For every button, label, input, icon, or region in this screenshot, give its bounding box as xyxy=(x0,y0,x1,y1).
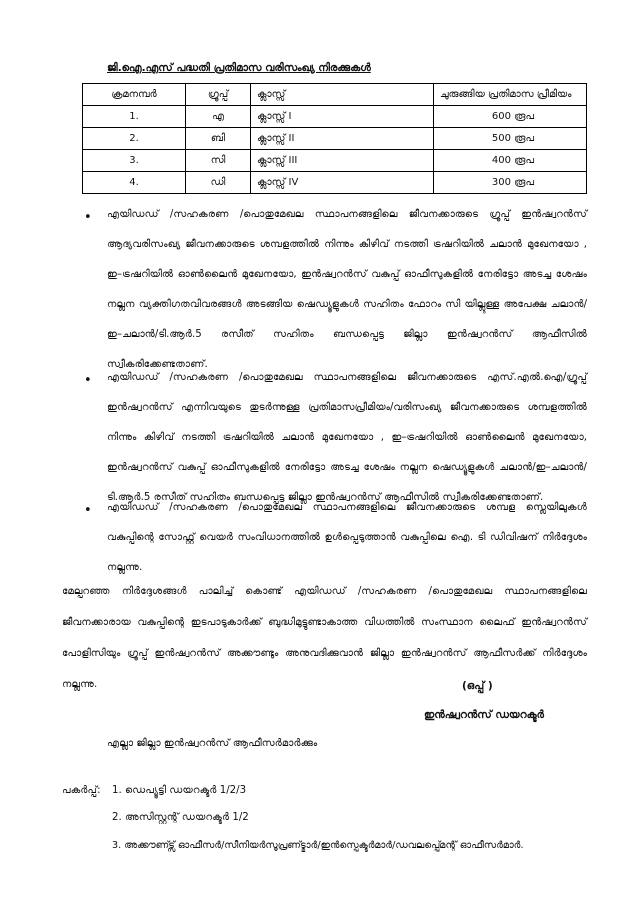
bullet-icon: • xyxy=(84,503,92,518)
signature-sd: (ഒപ്പ് ) xyxy=(462,680,493,692)
bullet-paragraph-2: എയിഡഡ് /സഹകരണ /പൊതുമേഖല സ്ഥാപനങ്ങളിലെ ജീവനക്കാരുടെ എസ്.എൽ.ഐ/ഗ്രൂപ്പ് ഇൻഷ്വറൻസ് എന്നിവയുടെ തുടർന്നുള്ള പ്രതിമാസപ്രീമിയം/വരിസംഖ്യ ജീവനക്കാരുടെ ശമ്പളത്തിൽ നിന്നും കിഴിവ് നടത്തി ട്രഷറിയിൽ ചലാൻ മുഖേനയോ , ഇ–ട്രഷറിയിൽ ഓൺലൈൻ മുഖേനയോ, ഇൻഷ്വറൻസ് വകുപ്പ് ഓഫീസുകളിൽ നേരിട്ടോ അടച്ച ശേഷം നല്ലന ഷെഡ്യൂളുകൾ ചലാൻ/ഇ–ചലാൻ/ ടി.ആർ.5 രസീത് സഹിതം ബന്ധപ്പെട്ട ജില്ലാ ഇൻഷ്വറൻസ് ആഫീസിൽ സ്വീകരിക്കേണ്ടതാണ്. xyxy=(107,372,587,503)
cell-group: എ xyxy=(186,106,251,128)
cell-premium: 500 രൂപ xyxy=(434,128,587,150)
cell-class: ക്ലാസ്സ് II xyxy=(251,128,434,150)
cell-class: ക്ലാസ്സ് IV xyxy=(251,172,434,194)
bullet-icon: • xyxy=(84,373,92,388)
bullet-icon: • xyxy=(84,210,92,225)
cell-group: സി xyxy=(186,150,251,172)
document-heading: ജി.ഐ.എസ് പദ്ധതി പ്രതിമാസ വരിസംഖ്യ നിരക്കുകൾ xyxy=(107,62,371,74)
cell-serial: 1. xyxy=(83,106,186,128)
recipient-line: എല്ലാ ജില്ലാ ഇൻഷ്വറൻസ് ആഫീസർമാർക്കും xyxy=(107,738,318,749)
table-row xyxy=(83,128,587,150)
cell-class: ക്ലാസ്സ് I xyxy=(251,106,434,128)
col-header-class: ക്ലാസ്സ് xyxy=(251,84,434,106)
cell-premium: 300 രൂപ xyxy=(434,172,587,194)
table-row xyxy=(83,172,587,194)
col-header-premium: ചുരുങ്ങിയ പ്രതിമാസ പ്രീമിയം xyxy=(434,84,587,106)
copy-to-item: 1. ഡെപ്യൂട്ടി ഡയറക്ടർ 1/2/3 xyxy=(112,785,247,796)
bullet-paragraph-1: എയിഡഡ് /സഹകരണ /പൊതുമേഖല സ്ഥാപനങ്ങളിലെ ജീവനക്കാരുടെ ഗ്രൂപ്പ് ഇൻഷ്വറൻസ് ആദ്യവരിസംഖ്യ ജീവനക്കാരുടെ ശമ്പളത്തിൽ നിന്നും കിഴിവ് നടത്തി ട്രഷറിയിൽ ചലാൻ മുഖേനയോ , ഇ–ട്രഷറിയിൽ ഓൺലൈൻ മുഖേനയോ, ഇൻഷ്വറൻസ് വകുപ്പ് ഓഫീസുകളിൽ നേരിട്ടോ അടച്ച ശേഷം നല്ലന വ്യക്തിഗതവിവരങ്ങൾ അടങ്ങിയ ഷെഡ്യൂളുകൾ സഹിതം ഫോറം സി യില്ലുള്ള അപേക്ഷ ചലാൻ/ ഇ–ചലാൻ/ടി.ആർ.5 രസീത് സഹിതം ബന്ധപ്പെട്ട ജില്ലാ ഇൻഷ്വറൻസ് ആഫീസിൽ സ്വീകരിക്കേണ്ടതാണ്. xyxy=(107,209,587,370)
cell-premium: 600 രൂപ xyxy=(434,106,587,128)
cell-group: ബി xyxy=(186,128,251,150)
cell-group: ഡി xyxy=(186,172,251,194)
table-row xyxy=(83,106,587,128)
cell-serial: 2. xyxy=(83,128,186,150)
bullet-paragraph-3: എയിഡഡ് /സഹകരണ /പൊതുമേഖല സ്ഥാപനങ്ങളിലെ ജീവനക്കാരുടെ ശമ്പള സ്ലെയിലുകൾ വകുപ്പിന്റെ സോഫ്റ്റ് വെയർ സംവിധാനത്തിൽ ഉൾപ്പെടുത്താൻ വകുപ്പിലെ ഐ. ടി ഡിവിഷന് നിർദ്ദേശം നല്ലന്നു. xyxy=(107,502,587,573)
table-row xyxy=(83,150,587,172)
signature-designation: ഇൻഷ്വറൻസ് ഡയറക്ടർ xyxy=(424,709,544,721)
copy-to-item: 3. അക്കൗണ്ട്സ് ഓഫീസർ/സീനിയർസൂപ്രണ്ട്മാർ/ഇൻസ്പെക്ടർമാർ/ഡവലപ്പ്മെന്റ് ഓഫീസർമാർ. xyxy=(112,840,524,851)
cell-serial: 3. xyxy=(83,150,186,172)
cell-serial: 4. xyxy=(83,172,186,194)
cell-premium: 400 രൂപ xyxy=(434,150,587,172)
col-header-group: ഗ്രൂപ്പ് xyxy=(186,84,251,106)
col-header-serial: ക്രമനമ്പർ xyxy=(83,84,186,106)
cell-class: ക്ലാസ്സ് III xyxy=(251,150,434,172)
closing-paragraph: മേല്പറഞ്ഞ നിർദ്ദേശങ്ങൾ പാലിച്ച് കൊണ്ട് എയിഡഡ് /സഹകരണ /പൊതുമേഖല സ്ഥാപനങ്ങളിലെ ജീവനക്കാരായ വകുപ്പിന്റെ ഇടപാടുകാർക്ക് ബുദ്ധിമുട്ടുണ്ടാകാത്ത വിധത്തിൽ സംസ്ഥാന ലൈഫ് ഇൻഷ്വറൻസ് പോളിസിയും ഗ്രൂപ്പ് ഇൻഷ്വറൻസ് അക്കൗണ്ടും അനുവദിക്കുവാൻ ജില്ലാ ഇൻഷ്വറൻസ് ആഫീസർക്ക് നിർദ്ദേശം നല്ലന്നു. xyxy=(62,586,587,690)
copy-to-item: 2. അസിസ്റ്റന്റ് ഡയറക്ടർ 1/2 xyxy=(112,812,249,823)
rates-table xyxy=(82,83,587,194)
copy-to-label: പകർപ്പ്: xyxy=(62,785,101,796)
table-header-row xyxy=(83,84,587,106)
